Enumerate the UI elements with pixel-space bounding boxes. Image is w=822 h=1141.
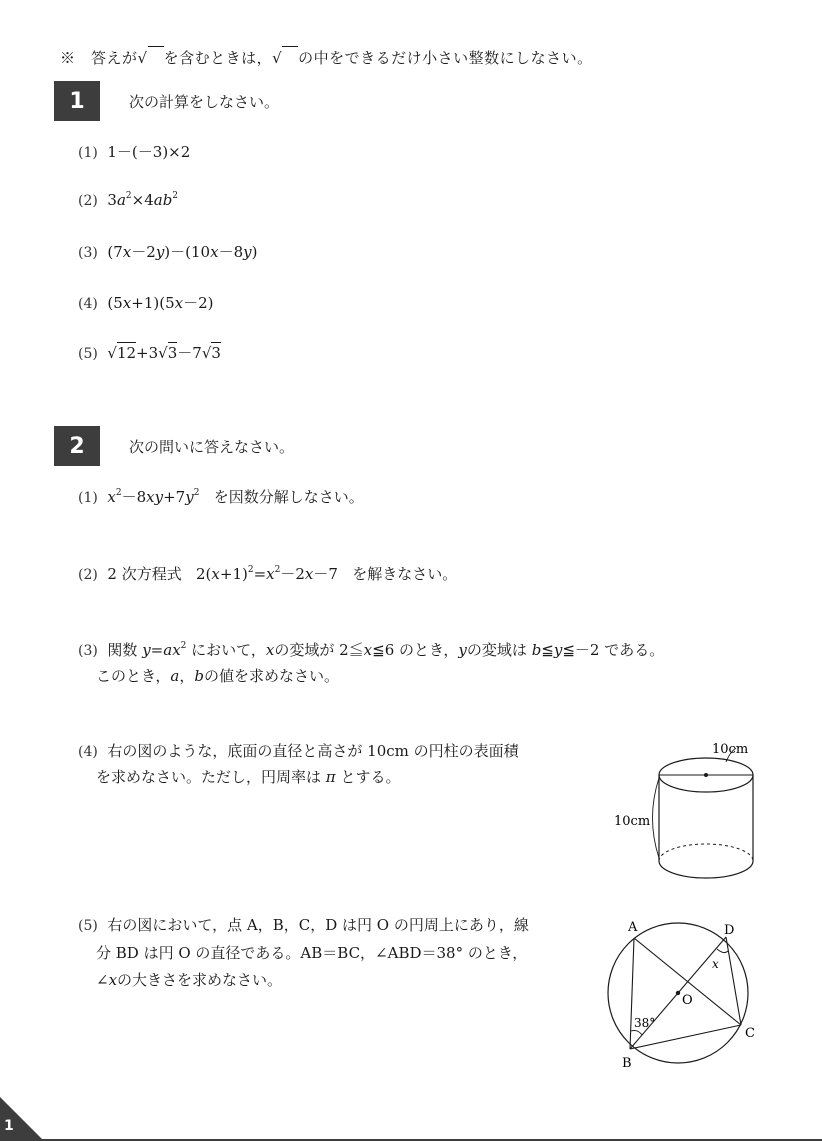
question-2-5: (5) 右の図において，点 A，B，C，D は円 O の円周上にあり，線 (78, 916, 529, 934)
height-label: 10cm (614, 814, 651, 829)
cylinder-bottom-hidden (659, 844, 753, 861)
cylinder-figure (600, 730, 800, 890)
question-2-5-line2: 分 BD は円 O の直径である。AB＝BC，∠ABD＝38° のとき， (96, 944, 528, 962)
question-2-5-line3: ∠xの大きさを求めなさい。 (96, 971, 283, 989)
segment-ab (630, 938, 634, 1049)
instruction: ※ 答えが√ を含むときは，√ の中をできるだけ小さい整数にしなさい。 (60, 46, 593, 68)
root-symbol: √ (138, 49, 164, 67)
page-number: 1 (4, 1118, 14, 1134)
point-d-label: D (724, 923, 735, 938)
circle-figure (600, 915, 780, 1075)
point-a-label: A (628, 920, 638, 935)
angle-x-label: x (712, 957, 719, 971)
section-number-badge: 2 (54, 426, 100, 466)
section-title: 次の問いに答えなさい。 (129, 438, 295, 456)
point-c-label: C (745, 1026, 755, 1041)
height-brace (653, 778, 660, 858)
center-point-o (676, 991, 680, 995)
section-title: 次の計算をしなさい。 (129, 93, 280, 111)
question-1-3: (3) (7x－2y)－(10x－8y) (78, 243, 258, 261)
top-center-point (704, 773, 708, 777)
angle-x-arc (717, 949, 728, 953)
angle-38-label: 38° (634, 1016, 656, 1030)
question-1-2: (2) $3a^2\times 4ab^2$ (78, 191, 179, 209)
question-2-4: (4) 右の図のような，底面の直径と高さが 10cm の円柱の表面積 (78, 742, 519, 760)
point-b-label: B (622, 1056, 632, 1071)
angle-38-arc (631, 1031, 642, 1036)
root-symbol: √ (272, 49, 298, 67)
question-1-4: (4) (5x+1)(5x－2) (78, 294, 214, 312)
section-number-badge: 1 (54, 81, 100, 121)
question-2-2: (2) 2 次方程式 $2(x+1)^2=x^2-2x-7$ を解きなさい。 (78, 565, 458, 583)
question-1-5: (5) √12+3√3－7√3 (78, 344, 221, 362)
cylinder-bottom-front (659, 861, 753, 878)
question-1-1: (1) 1－(－3)×2 (78, 143, 191, 161)
question-2-3: (3) 関数 $y=ax^2$ において，xの変域が 2≦x≦6 のとき，yの変域は b≦y≦－2 である。 (78, 641, 665, 659)
question-2-3-line2: このとき，a，bの値を求めなさい。 (96, 667, 339, 685)
question-2-1: (1) $x^2-8xy+7y^2$ を因数分解しなさい。 (78, 488, 364, 506)
question-2-4-line2: を求めなさい。ただし，円周率は π とする。 (96, 768, 401, 786)
diameter-label: 10cm (712, 742, 749, 757)
point-o-label: O (682, 993, 693, 1008)
